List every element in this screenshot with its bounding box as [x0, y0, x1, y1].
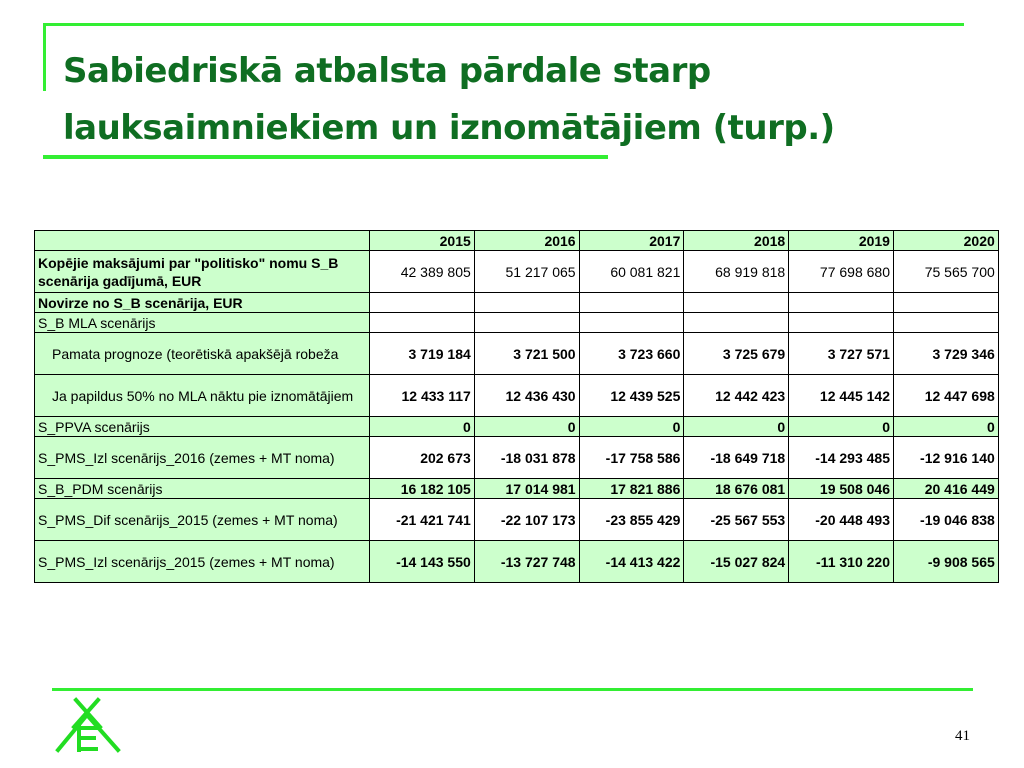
table-cell: 16 182 105: [370, 479, 475, 499]
table-cell: 77 698 680: [789, 251, 894, 293]
table-cell: [684, 313, 789, 333]
table-cell: -21 421 741: [370, 499, 475, 541]
table-cell: -14 293 485: [789, 437, 894, 479]
year-header: 2019: [789, 231, 894, 251]
table-cell: 0: [370, 417, 475, 437]
data-table: [34, 230, 999, 583]
table-row: [35, 293, 999, 313]
table-cell: -15 027 824: [684, 541, 789, 583]
table-cell: -9 908 565: [893, 541, 998, 583]
row-label: S_PMS_Izl scenārijs_2016 (zemes + MT noma): [35, 437, 370, 479]
table-cell: 3 719 184: [370, 333, 475, 375]
table-cell: 17 014 981: [474, 479, 579, 499]
table-cell: 12 445 142: [789, 375, 894, 417]
table-cell: 0: [789, 417, 894, 437]
table-cell: 68 919 818: [684, 251, 789, 293]
table-cell: 12 433 117: [370, 375, 475, 417]
table-cell: [474, 293, 579, 313]
table-cell: [474, 313, 579, 333]
table-cell: 12 439 525: [579, 375, 684, 417]
table-cell: -17 758 586: [579, 437, 684, 479]
table-cell: 0: [893, 417, 998, 437]
header-corner-cell: [35, 231, 370, 251]
table-cell: -18 649 718: [684, 437, 789, 479]
table-row: [35, 437, 999, 479]
table-cell: 0: [474, 417, 579, 437]
row-label: Kopējie maksājumi par "politisko" nomu S_B scenārija gadījumā, EUR: [35, 251, 370, 293]
table-cell: 202 673: [370, 437, 475, 479]
table-cell: [893, 313, 998, 333]
table-cell: 0: [579, 417, 684, 437]
row-label: S_B_PDM scenārijs: [35, 479, 370, 499]
table-row: [35, 251, 999, 293]
table-cell: [893, 293, 998, 313]
table-cell: 3 723 660: [579, 333, 684, 375]
table-cell: [789, 293, 894, 313]
table-cell: 12 447 698: [893, 375, 998, 417]
table-cell: [370, 293, 475, 313]
table-row: [35, 375, 999, 417]
table-cell: 60 081 821: [579, 251, 684, 293]
table-cell: -14 143 550: [370, 541, 475, 583]
table-row: [35, 313, 999, 333]
title-underline: [43, 155, 608, 159]
table-row: [35, 499, 999, 541]
table-cell: -12 916 140: [893, 437, 998, 479]
bottom-accent-line: [52, 688, 973, 691]
table-cell: 0: [684, 417, 789, 437]
year-header: 2015: [370, 231, 475, 251]
table-cell: 18 676 081: [684, 479, 789, 499]
table-cell: 17 821 886: [579, 479, 684, 499]
slide-title: [63, 43, 983, 157]
table-cell: 75 565 700: [893, 251, 998, 293]
table-cell: 51 217 065: [474, 251, 579, 293]
year-header: 2018: [684, 231, 789, 251]
top-accent-line: [43, 23, 964, 26]
table-row: [35, 541, 999, 583]
row-label: S_B MLA scenārijs: [35, 313, 370, 333]
table-cell: [789, 313, 894, 333]
table-cell: 3 727 571: [789, 333, 894, 375]
year-header: 2020: [893, 231, 998, 251]
row-label: Ja papildus 50% no MLA nāktu pie iznomātājiem: [35, 375, 370, 417]
table-cell: [370, 313, 475, 333]
left-accent-bar: [43, 23, 46, 91]
row-label: Novirze no S_B scenārija, EUR: [35, 293, 370, 313]
table-row: [35, 479, 999, 499]
table-cell: -18 031 878: [474, 437, 579, 479]
table-cell: 12 442 423: [684, 375, 789, 417]
table-cell: [684, 293, 789, 313]
table-cell: 3 721 500: [474, 333, 579, 375]
table-cell: -11 310 220: [789, 541, 894, 583]
table-cell: 42 389 805: [370, 251, 475, 293]
table-cell: -23 855 429: [579, 499, 684, 541]
year-header: 2016: [474, 231, 579, 251]
table-cell: -13 727 748: [474, 541, 579, 583]
table-row: [35, 333, 999, 375]
logo-icon: [52, 697, 122, 753]
table-cell: 3 725 679: [684, 333, 789, 375]
table-cell: -19 046 838: [893, 499, 998, 541]
table-cell: 3 729 346: [893, 333, 998, 375]
table-cell: 20 416 449: [893, 479, 998, 499]
table-cell: 19 508 046: [789, 479, 894, 499]
header-row: [35, 231, 999, 251]
table-cell: -14 413 422: [579, 541, 684, 583]
page-number: 41: [955, 728, 970, 744]
slide-title-line-1: Sabiedriskā atbalsta pārdale starp: [63, 51, 711, 91]
table-row: [35, 417, 999, 437]
table-cell: -25 567 553: [684, 499, 789, 541]
table-cell: 12 436 430: [474, 375, 579, 417]
row-label: S_PMS_Izl scenārijs_2015 (zemes + MT noma): [35, 541, 370, 583]
row-label: S_PMS_Dif scenārijs_2015 (zemes + MT noma): [35, 499, 370, 541]
slide-title-line-2: lauksaimniekiem un iznomātājiem (turp.): [63, 108, 835, 148]
table-cell: -22 107 173: [474, 499, 579, 541]
table-cell: -20 448 493: [789, 499, 894, 541]
table-cell: [579, 293, 684, 313]
row-label: Pamata prognoze (teorētiskā apakšējā robeža: [35, 333, 370, 375]
row-label: S_PPVA scenārijs: [35, 417, 370, 437]
year-header: 2017: [579, 231, 684, 251]
table-cell: [579, 313, 684, 333]
